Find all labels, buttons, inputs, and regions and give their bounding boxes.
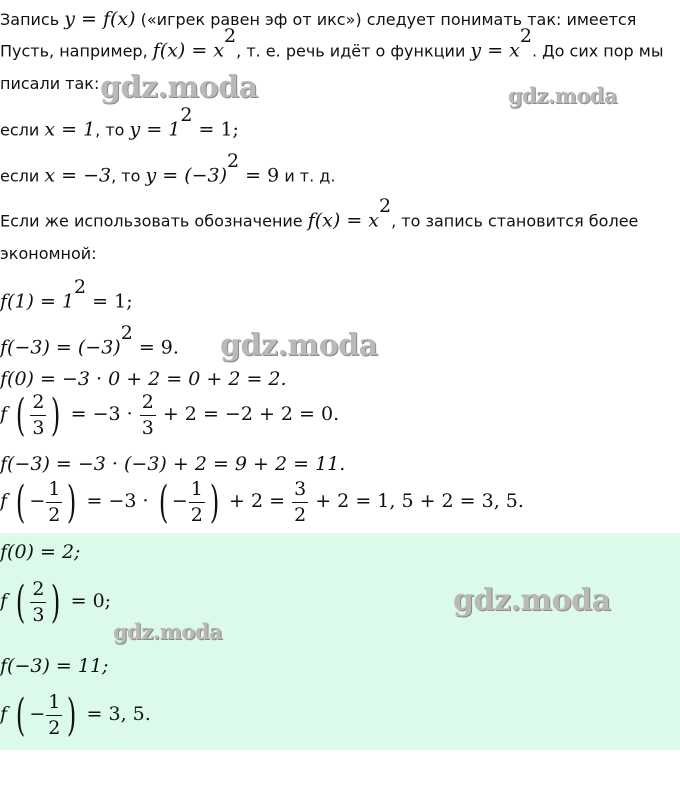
watermark-logo: gdz.moda xyxy=(100,70,258,105)
text-line-6: Если же использовать обозначение $f(x) = x^2$, то запись становится более xyxy=(0,195,639,232)
fraction-1-2: $\frac{1}{2}$ xyxy=(48,691,61,739)
fraction-2-3: $\frac{2}{3}$ xyxy=(32,578,45,626)
text-line-4: если x = 1, то $y = 1^2 = 1$; xyxy=(0,104,239,141)
text-line-1: Запись y = f(x) («игрек равен эф от икс») следует понимать так: имеется xyxy=(0,8,637,30)
answer-4: f ( − $\frac{1}{2}$ ) = 3, 5. xyxy=(0,689,151,741)
equation-3: f(0) = −3 · 0 + 2 = 0 + 2 = 2. xyxy=(0,368,287,390)
watermark-logo: gdz.moda xyxy=(220,328,378,363)
fraction-1-2: $\frac{1}{2}$ xyxy=(48,478,61,526)
equation-5: f(−3) = −3 · (−3) + 2 = 9 + 2 = 11. xyxy=(0,453,346,475)
answer-3: f(−3) = 11; xyxy=(0,655,109,677)
text-line-5: если x = −3, то $y = (-3)^2 = 9$ и т. д. xyxy=(0,150,336,187)
equation-4: f ( $\frac{2}{3}$ ) = −3 · $\frac{2}{3}$ + 2 = −2 + 2 = 0. xyxy=(0,389,340,441)
watermark-logo: gdz.moda xyxy=(453,583,611,618)
fraction-2-3: $\frac{2}{3}$ xyxy=(141,391,154,439)
answer-1: f(0) = 2; xyxy=(0,541,81,563)
text-line-3: писали так: xyxy=(0,74,100,93)
text-line-7: экономной: xyxy=(0,244,97,263)
equation-1: $f(1) = 1^2 = 1$; xyxy=(0,276,133,313)
text-line-2: Пусть, например, $f(x) = x^2$, т. е. речь идёт о функции $y = x^2$. До сих пор мы xyxy=(0,25,664,62)
fraction-2-3: $\frac{2}{3}$ xyxy=(32,391,45,439)
watermark-logo: gdz.moda xyxy=(508,83,618,108)
equation-6: f ( − $\frac{1}{2}$ ) = −3 · ( − $\frac{1}{2}$ ) + 2 = $\frac{3}{2}$ + 2 = 1, 5 + 2 = 3, 5. xyxy=(0,476,524,528)
answer-2: f ( $\frac{2}{3}$ ) = 0; xyxy=(0,576,112,628)
equation-2: $f(-3) = (-3)^2 = 9$. xyxy=(0,322,179,359)
fraction-3-2: $\frac{3}{2}$ xyxy=(294,478,307,526)
watermark-logo: gdz.moda xyxy=(113,619,223,644)
fraction-1-2: $\frac{1}{2}$ xyxy=(190,478,203,526)
